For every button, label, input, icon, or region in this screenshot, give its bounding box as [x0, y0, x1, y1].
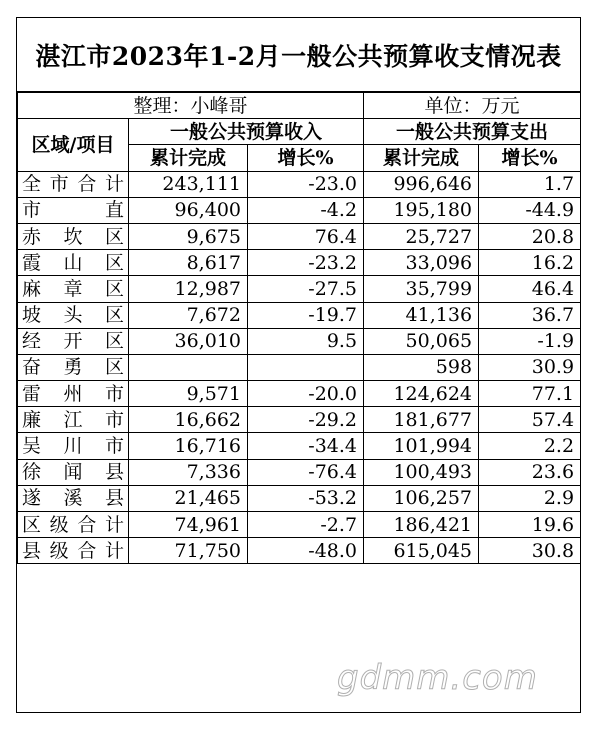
region-cell: 霞山区 [18, 250, 129, 276]
table-row [18, 512, 581, 538]
region-cell: 吴川市 [18, 433, 129, 459]
expenditure-cumulative-cell: 106,257 [364, 485, 479, 511]
revenue-cumulative-cell: 16,716 [129, 433, 248, 459]
expenditure-growth-cell: 19.6 [479, 512, 581, 538]
region-cell: 廉江市 [18, 407, 129, 433]
expenditure-cumulative-cell: 25,727 [364, 223, 479, 249]
table-row [18, 433, 581, 459]
revenue-growth-cell: -29.2 [248, 407, 364, 433]
revenue-growth-cell: -2.7 [248, 512, 364, 538]
table-row [18, 538, 581, 564]
revenue-growth-cell: -19.7 [248, 302, 364, 328]
table-row [18, 328, 581, 354]
budget-table [17, 92, 581, 564]
revenue-cumulative-cell: 12,987 [129, 276, 248, 302]
region-item-header: 区域/项目 [18, 119, 129, 171]
region-cell: 经开区 [18, 328, 129, 354]
watermark-logo: gdmm.com [337, 658, 538, 698]
expenditure-cumulative-cell: 195,180 [364, 197, 479, 223]
sheet-title: 湛江市2023年1-2月一般公共预算收支情况表 [17, 18, 580, 92]
revenue-growth-cell: -4.2 [248, 197, 364, 223]
expenditure-growth-cell: 1.7 [479, 171, 581, 197]
expenditure-growth-cell: 57.4 [479, 407, 581, 433]
budget-sheet [16, 17, 581, 713]
rev-cumulative-header: 累计完成 [129, 145, 248, 171]
expenditure-growth-cell: 77.1 [479, 381, 581, 407]
revenue-cumulative-cell: 9,675 [129, 223, 248, 249]
expenditure-cumulative-cell: 124,624 [364, 381, 479, 407]
expenditure-growth-cell: 2.2 [479, 433, 581, 459]
expenditure-cumulative-cell: 100,493 [364, 459, 479, 485]
revenue-growth-cell: -53.2 [248, 485, 364, 511]
table-row [18, 302, 581, 328]
region-cell: 区级合计 [18, 512, 129, 538]
expenditure-cumulative-cell: 996,646 [364, 171, 479, 197]
revenue-growth-cell: -23.2 [248, 250, 364, 276]
revenue-growth-cell [248, 354, 364, 380]
region-cell: 市直 [18, 197, 129, 223]
table-row [18, 485, 581, 511]
revenue-growth-cell: -48.0 [248, 538, 364, 564]
table-row [18, 381, 581, 407]
expenditure-growth-cell: 30.8 [479, 538, 581, 564]
table-row [18, 197, 581, 223]
revenue-cumulative-cell: 21,465 [129, 485, 248, 511]
revenue-growth-cell: 9.5 [248, 328, 364, 354]
expenditure-growth-cell: 2.9 [479, 485, 581, 511]
region-cell: 全市合计 [18, 171, 129, 197]
region-cell: 徐闻县 [18, 459, 129, 485]
revenue-cumulative-cell: 16,662 [129, 407, 248, 433]
expenditure-cumulative-cell: 33,096 [364, 250, 479, 276]
revenue-growth-cell: -27.5 [248, 276, 364, 302]
revenue-growth-cell: -23.0 [248, 171, 364, 197]
region-cell: 赤坎区 [18, 223, 129, 249]
expenditure-cumulative-cell: 101,994 [364, 433, 479, 459]
revenue-growth-cell: -20.0 [248, 381, 364, 407]
table-row [18, 276, 581, 302]
region-cell: 麻章区 [18, 276, 129, 302]
region-cell: 奋勇区 [18, 354, 129, 380]
expenditure-growth-cell: 46.4 [479, 276, 581, 302]
table-row [18, 407, 581, 433]
expenditure-cumulative-cell: 181,677 [364, 407, 479, 433]
expenditure-growth-cell: -1.9 [479, 328, 581, 354]
region-cell: 坡头区 [18, 302, 129, 328]
region-cell: 雷州市 [18, 381, 129, 407]
compiler-note: 整理：小峰哥 [18, 93, 364, 119]
expenditure-growth-cell: 16.2 [479, 250, 581, 276]
expenditure-cumulative-cell: 35,799 [364, 276, 479, 302]
expenditure-cumulative-cell: 615,045 [364, 538, 479, 564]
expenditure-cumulative-cell: 186,421 [364, 512, 479, 538]
revenue-group-header: 一般公共预算收入 [129, 119, 364, 145]
revenue-cumulative-cell: 96,400 [129, 197, 248, 223]
table-row [18, 250, 581, 276]
exp-growth-header: 增长% [479, 145, 581, 171]
table-row [18, 354, 581, 380]
revenue-cumulative-cell: 9,571 [129, 381, 248, 407]
exp-cumulative-header: 累计完成 [364, 145, 479, 171]
revenue-cumulative-cell: 74,961 [129, 512, 248, 538]
expenditure-growth-cell: 30.9 [479, 354, 581, 380]
revenue-growth-cell: 76.4 [248, 223, 364, 249]
region-cell: 遂溪县 [18, 485, 129, 511]
revenue-growth-cell: -34.4 [248, 433, 364, 459]
header-row-group [18, 119, 581, 145]
table-row [18, 171, 581, 197]
revenue-cumulative-cell: 243,111 [129, 171, 248, 197]
revenue-growth-cell: -76.4 [248, 459, 364, 485]
meta-row [18, 93, 581, 119]
table-row [18, 459, 581, 485]
revenue-cumulative-cell [129, 354, 248, 380]
revenue-cumulative-cell: 71,750 [129, 538, 248, 564]
expenditure-cumulative-cell: 598 [364, 354, 479, 380]
region-cell: 县级合计 [18, 538, 129, 564]
rev-growth-header: 增长% [248, 145, 364, 171]
expenditure-cumulative-cell: 50,065 [364, 328, 479, 354]
unit-note: 单位：万元 [364, 93, 581, 119]
revenue-cumulative-cell: 8,617 [129, 250, 248, 276]
expenditure-growth-cell: -44.9 [479, 197, 581, 223]
revenue-cumulative-cell: 36,010 [129, 328, 248, 354]
expenditure-growth-cell: 20.8 [479, 223, 581, 249]
expenditure-growth-cell: 36.7 [479, 302, 581, 328]
table-row [18, 223, 581, 249]
expenditure-cumulative-cell: 41,136 [364, 302, 479, 328]
revenue-cumulative-cell: 7,672 [129, 302, 248, 328]
expenditure-growth-cell: 23.6 [479, 459, 581, 485]
expenditure-group-header: 一般公共预算支出 [364, 119, 581, 145]
revenue-cumulative-cell: 7,336 [129, 459, 248, 485]
